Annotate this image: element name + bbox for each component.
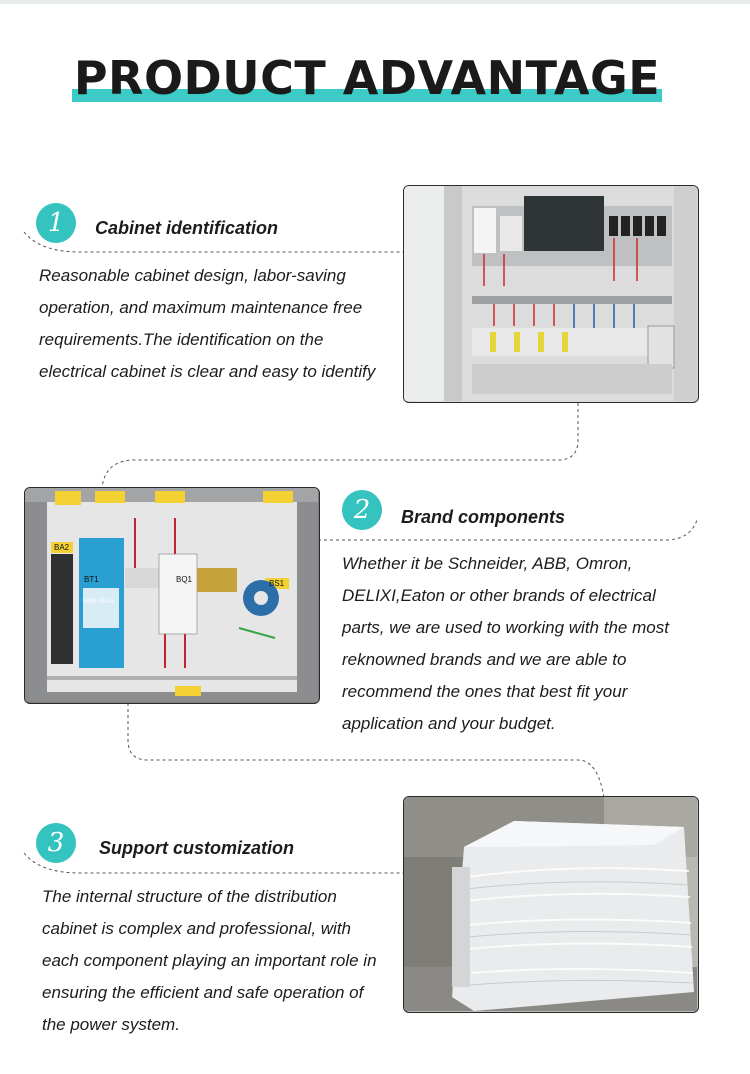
- section-number-badge: 1: [36, 203, 76, 243]
- section-heading: Support customization: [99, 838, 294, 858]
- photo-label: BA2: [54, 543, 70, 552]
- brand-components-photo: [24, 487, 320, 704]
- section-number-badge: 2: [342, 490, 382, 530]
- electrical-cabinet-interior-photo: [403, 185, 699, 403]
- photo-label: BS1: [269, 579, 285, 588]
- section-body-text: Whether it be Schneider, ABB, Omron, DELIXI,Eaton or other brands of electrical parts, we are used to working with the most reknowned brands and we are able to recommend the ones that best fit your application and your budget.: [342, 554, 669, 733]
- section-body-text: The internal structure of the distribution cabinet is complex and professional, with each component playing an important role in ensuring the efficient and safe operation of the power system.: [42, 887, 377, 1034]
- photo-label: BQ1: [176, 575, 193, 584]
- photo-label: BT1: [84, 575, 99, 584]
- wrapped-cabinet-photo: [403, 796, 699, 1013]
- section-heading: Brand components: [401, 507, 566, 527]
- section-body-text: Reasonable cabinet design, labor-saving operation, and maximum maintenance free requirements.The identification on the electrical cabinet is clear and easy to identify: [39, 266, 376, 381]
- page-title: PRODUCT ADVANTAGE: [73, 51, 661, 105]
- section-heading: Cabinet identification: [95, 218, 279, 238]
- photo-label: NDR-75-24: [83, 599, 114, 605]
- section-number-badge: 3: [36, 823, 76, 863]
